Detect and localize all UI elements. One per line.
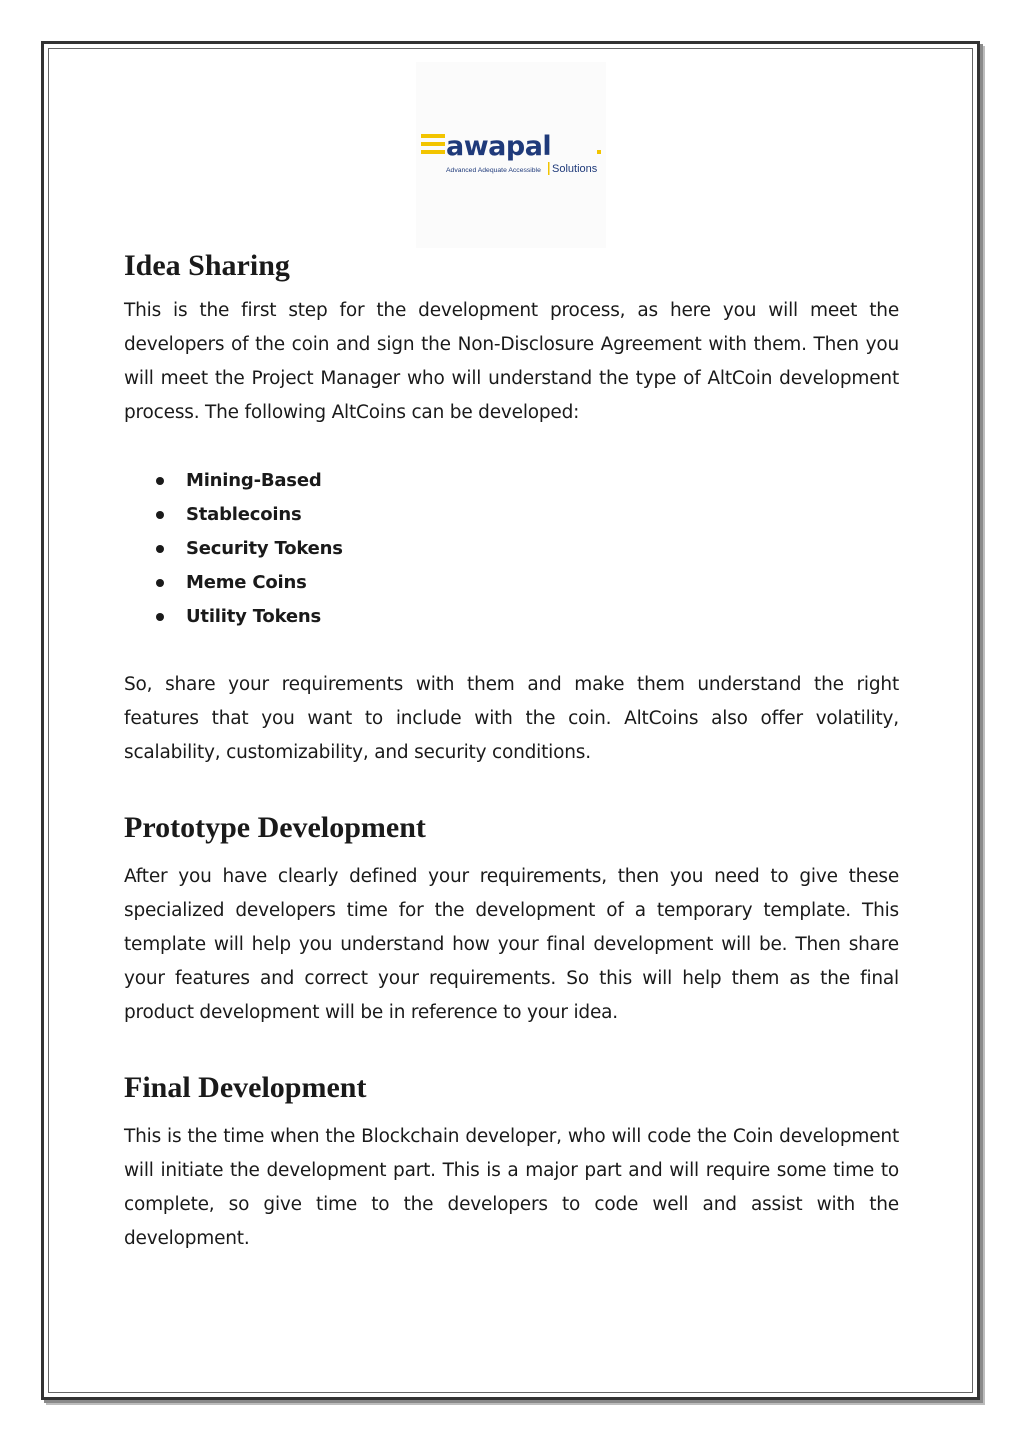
paragraph: After you have clearly defined your requirements, then you need to give these specialized developers time for the development of a temporary template. This template will help you understand how your final development will be. Then share your features and correct your requirements. So this will help them as the final product development will be in reference to your idea. bbox=[124, 866, 899, 1023]
logo-wordmark: awapal bbox=[446, 131, 552, 162]
logo-separator bbox=[548, 162, 550, 175]
bullet-icon bbox=[156, 545, 164, 553]
list-item bbox=[156, 498, 899, 532]
section-heading: Prototype Development bbox=[124, 811, 426, 844]
logo-bar-2 bbox=[421, 142, 445, 146]
list-item bbox=[156, 464, 899, 498]
altcoin-list bbox=[124, 464, 899, 634]
paragraph: This is the time when the Blockchain developer, who will code the Coin development will initiate the development part. This is a major part and will require some time to complete, so give time to the developers to code well and assist with the development. bbox=[124, 1126, 899, 1249]
section-prototype-development bbox=[124, 808, 899, 1030]
list-item bbox=[156, 566, 899, 600]
section-idea-sharing bbox=[124, 246, 899, 770]
logo-graphic bbox=[416, 62, 606, 248]
list-item bbox=[156, 532, 899, 566]
bullet-icon bbox=[156, 613, 164, 621]
document-body bbox=[124, 246, 899, 1256]
paragraph: This is the first step for the development process, as here you will meet the developers of the coin and sign the Non-Disclosure Agreement with them. Then you will meet the Project Manager who will understand the type of AltCoin development process. The following AltCoins can be developed: bbox=[124, 300, 899, 423]
list-item bbox=[156, 600, 899, 634]
list-item-text: Stablecoins bbox=[186, 504, 302, 525]
section-final-development bbox=[124, 1068, 899, 1256]
bullet-icon bbox=[156, 511, 164, 519]
logo-bar-1 bbox=[421, 134, 445, 138]
paragraph: So, share your requirements with them and make them understand the right features that you want to include with the coin. AltCoins also offer volatility, scalability, customizability, and security conditions. bbox=[124, 674, 899, 763]
logo-bar-3 bbox=[421, 150, 445, 154]
bullet-icon bbox=[156, 579, 164, 587]
section-heading: Idea Sharing bbox=[124, 249, 290, 282]
list-item-text: Utility Tokens bbox=[186, 606, 322, 627]
logo-suffix: Solutions bbox=[552, 163, 598, 175]
company-logo bbox=[416, 62, 606, 248]
list-item-text: Mining-Based bbox=[186, 470, 322, 491]
list-item-text: Security Tokens bbox=[186, 538, 343, 559]
logo-dot bbox=[597, 150, 601, 154]
list-item-text: Meme Coins bbox=[186, 572, 307, 593]
logo-tagline: Advanced Adequate Accessible bbox=[446, 167, 541, 174]
bullet-icon bbox=[156, 477, 164, 485]
section-heading: Final Development bbox=[124, 1071, 367, 1104]
